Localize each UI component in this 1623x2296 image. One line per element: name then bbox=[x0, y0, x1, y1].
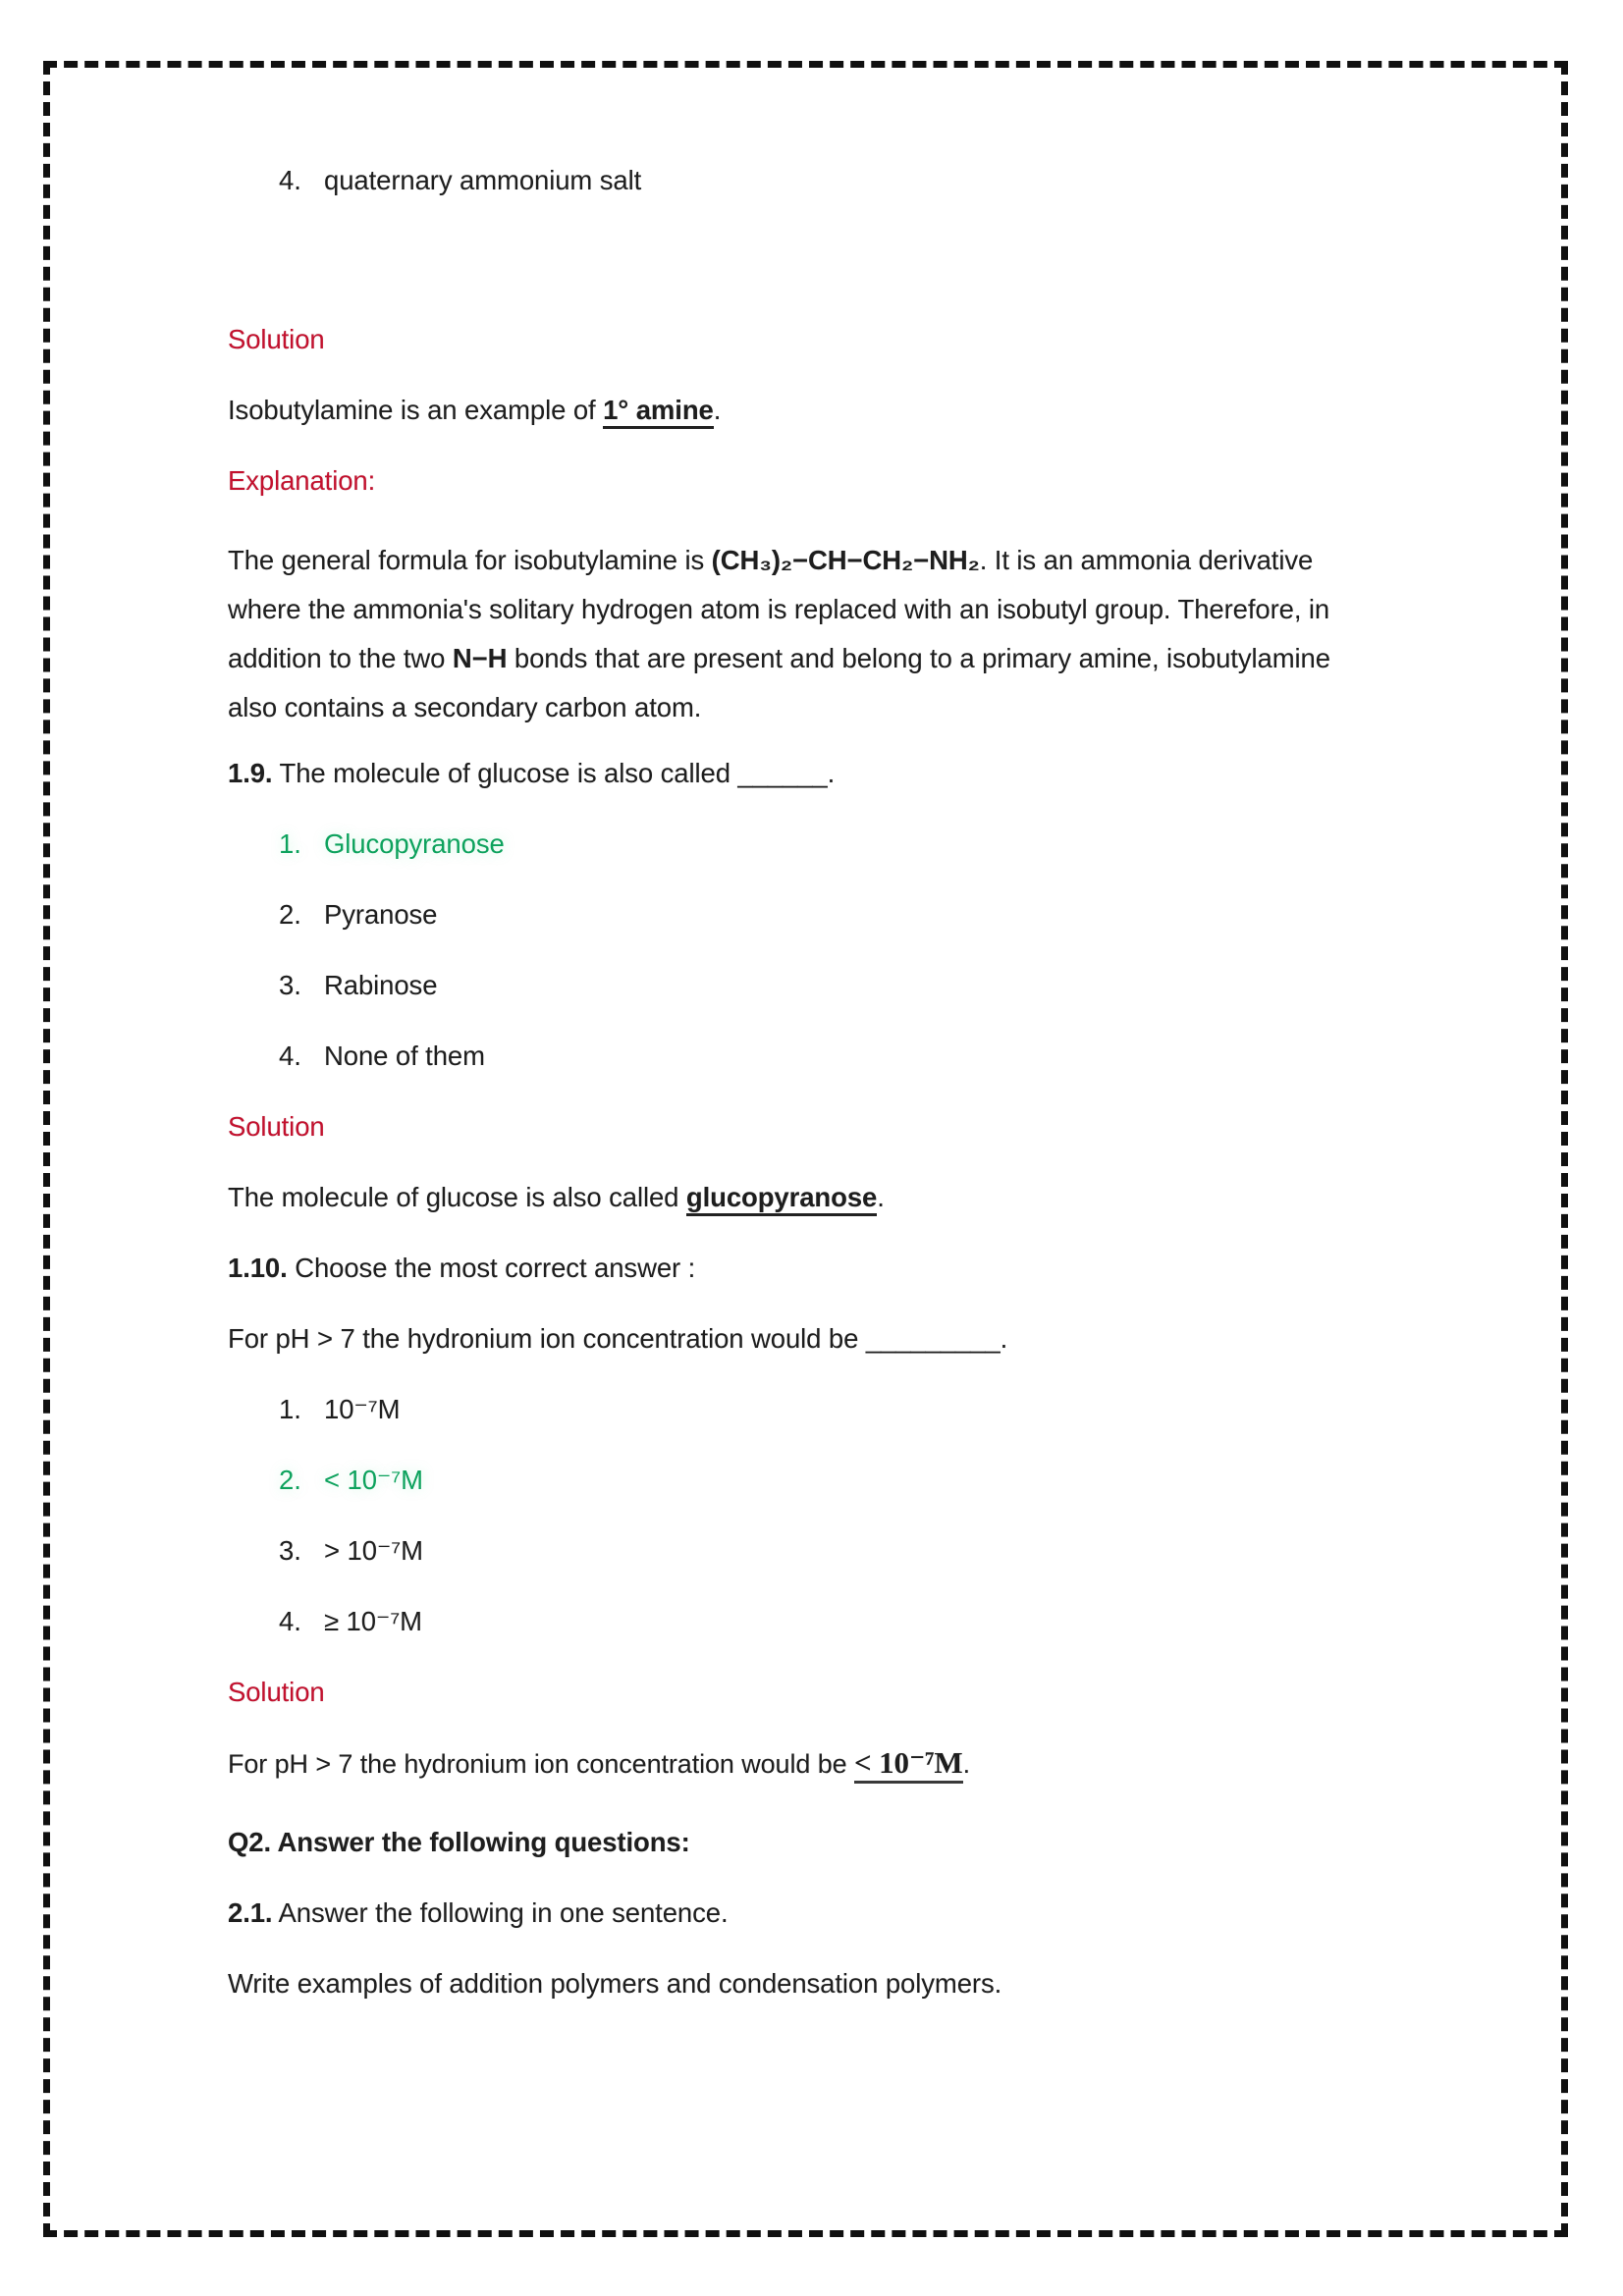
question-text: Answer the following in one sentence. bbox=[272, 1897, 729, 1928]
explanation-run: The general formula for isobutylamine is bbox=[228, 545, 712, 575]
question-number: 1.10. bbox=[228, 1253, 288, 1283]
q1-9-heading bbox=[228, 758, 1386, 789]
document-content bbox=[228, 165, 1386, 2039]
q1-9-answer-line bbox=[228, 1182, 1386, 1213]
q1-10-prompt: For pH > 7 the hydronium ion concentration would be _________. bbox=[228, 1323, 1008, 1354]
answer-emphasis: 1° amine bbox=[603, 395, 714, 429]
q1-10-heading bbox=[228, 1253, 1386, 1284]
explanation-paragraph bbox=[228, 536, 1386, 732]
answer-emphasis: glucopyranose bbox=[686, 1182, 877, 1216]
answer-period: . bbox=[877, 1182, 885, 1212]
q2-1-body: Write examples of addition polymers and condensation polymers. bbox=[228, 1968, 1002, 1999]
option-label: Glucopyranose bbox=[324, 828, 505, 859]
question-text: Choose the most correct answer : bbox=[287, 1253, 696, 1283]
question-number: 1.9. bbox=[228, 758, 273, 788]
answer-text: Isobutylamine is an example of bbox=[228, 395, 604, 425]
q2-heading: Q2. Answer the following questions: bbox=[228, 1827, 690, 1857]
option-number: 3. bbox=[279, 1535, 301, 1566]
option-label: ≥ 10⁻⁷M bbox=[324, 1606, 422, 1636]
q1-8-answer-line bbox=[228, 395, 1386, 426]
question-number: 2.1. bbox=[228, 1897, 273, 1928]
option-row-correct bbox=[279, 828, 1386, 860]
solution-heading-1: Solution bbox=[228, 324, 325, 354]
question-text: The molecule of glucose is also called ______. bbox=[272, 758, 836, 788]
solution-heading-2: Solution bbox=[228, 1111, 325, 1142]
option-number: 1. bbox=[279, 1394, 301, 1424]
option-label: 10⁻⁷M bbox=[324, 1394, 401, 1424]
option-row bbox=[279, 1394, 1386, 1425]
chemical-formula: (CH₃)₂−CH−CH₂−NH₂ bbox=[711, 545, 980, 575]
option-number: 2. bbox=[279, 899, 301, 930]
option-label: > 10⁻⁷M bbox=[324, 1535, 423, 1566]
q1-10-answer-line bbox=[228, 1747, 1386, 1780]
bond-formula: N−H bbox=[452, 643, 508, 673]
answer-period: . bbox=[713, 395, 722, 425]
q1-10-options bbox=[279, 1394, 1386, 1637]
answer-text: For pH > 7 the hydronium ion concentration would be bbox=[228, 1749, 854, 1779]
option-number: 1. bbox=[279, 828, 301, 859]
option-label: < 10⁻⁷M bbox=[324, 1465, 423, 1495]
option-label: Pyranose bbox=[324, 899, 438, 930]
q1-8-option-4 bbox=[279, 165, 1386, 196]
explanation-run: bonds that are present and belong to a primary amine, isobutylamine also contains a secondary carbon atom. bbox=[228, 643, 1330, 722]
q2-1-heading bbox=[228, 1897, 1386, 1929]
option-row bbox=[279, 899, 1386, 931]
explanation-heading: Explanation: bbox=[228, 465, 376, 496]
option-number: 3. bbox=[279, 970, 301, 1000]
option-row bbox=[279, 1041, 1386, 1072]
option-number: 2. bbox=[279, 1465, 301, 1495]
option-number: 4. bbox=[279, 1606, 301, 1636]
option-row-correct bbox=[279, 1465, 1386, 1496]
answer-text: The molecule of glucose is also called bbox=[228, 1182, 686, 1212]
answer-period: . bbox=[962, 1749, 970, 1779]
option-row bbox=[279, 1606, 1386, 1637]
option-number: 4. bbox=[279, 165, 301, 195]
answer-math-emphasis: < 10⁻⁷M bbox=[854, 1745, 963, 1784]
explanation-run: . It is an ammonia derivative where the ammonia's solitary hydrogen atom is replaced with an isobutyl group. Therefore, in addition to the two bbox=[228, 545, 1330, 673]
option-label: None of them bbox=[324, 1041, 485, 1071]
option-number: 4. bbox=[279, 1041, 301, 1071]
option-label: quaternary ammonium salt bbox=[324, 165, 642, 195]
option-label: Rabinose bbox=[324, 970, 438, 1000]
solution-heading-3: Solution bbox=[228, 1677, 325, 1707]
option-row bbox=[279, 970, 1386, 1001]
q1-9-options bbox=[279, 828, 1386, 1072]
option-row bbox=[279, 1535, 1386, 1567]
